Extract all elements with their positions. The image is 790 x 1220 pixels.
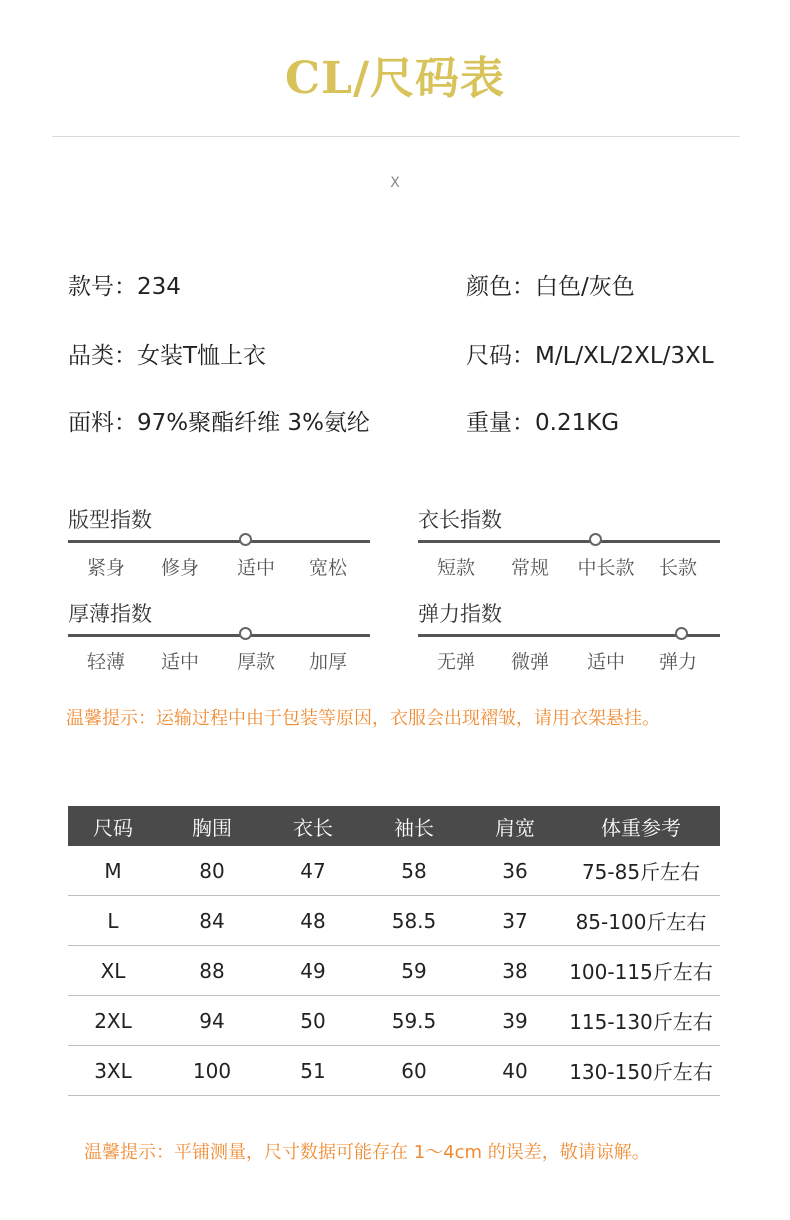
table-cell: 36 — [468, 846, 562, 896]
scale-knob — [589, 533, 602, 546]
table-cell: 47 — [266, 846, 360, 896]
table-cell: 40 — [468, 1046, 562, 1096]
scale-option: 厚款 — [237, 651, 276, 673]
table-cell: 130-150斤左右 — [562, 1046, 720, 1096]
scale-option: 轻薄 — [87, 651, 126, 673]
scale-option: 微弹 — [511, 651, 550, 673]
table-row — [68, 1046, 720, 1096]
info-label: 款号： — [68, 274, 137, 300]
table-cell: 50 — [266, 996, 360, 1046]
table-header-cell: 尺码 — [68, 806, 158, 846]
scale-title: 厚薄指数 — [68, 602, 152, 626]
scale-track — [418, 540, 720, 543]
table-cell: 3XL — [68, 1046, 158, 1096]
scale-track — [418, 634, 720, 637]
info-value: 白色/灰色 — [535, 274, 635, 300]
scale-elasticity — [418, 599, 720, 675]
info-value: M/L/XL/2XL/3XL — [535, 343, 714, 369]
title-mark: X — [390, 175, 400, 191]
info-label: 品类： — [68, 343, 137, 369]
info-value: 女装T恤上衣 — [137, 343, 267, 369]
size-table — [68, 806, 720, 1096]
scale-options — [68, 647, 370, 675]
table-cell: 75-85斤左右 — [562, 846, 720, 896]
info-value: 0.21KG — [535, 410, 620, 436]
scale-thickness — [68, 599, 370, 675]
info-value: 97%聚酯纤维 3%氨纶 — [137, 410, 370, 436]
scale-knob — [239, 627, 252, 640]
table-cell: 80 — [158, 846, 266, 896]
table-cell: 48 — [266, 896, 360, 946]
page-title: CL/尺码表 — [284, 53, 506, 104]
scale-option: 常规 — [511, 557, 550, 579]
table-cell: L — [68, 896, 158, 946]
table-header-cell: 肩宽 — [468, 806, 562, 846]
info-label: 颜色： — [466, 274, 535, 300]
info-size — [466, 337, 714, 370]
scale-option: 紧身 — [87, 557, 126, 579]
table-cell: 2XL — [68, 996, 158, 1046]
table-cell: 88 — [158, 946, 266, 996]
table-row — [68, 846, 720, 896]
scale-title: 弹力指数 — [418, 602, 502, 626]
scale-option: 弹力 — [659, 651, 698, 673]
scale-knob — [239, 533, 252, 546]
tip-shipping: 温馨提示：运输过程中由于包装等原因，衣服会出现褶皱，请用衣架悬挂。 — [66, 708, 660, 729]
scale-track — [68, 634, 370, 637]
scale-options — [418, 647, 720, 675]
table-row — [68, 896, 720, 946]
info-value: 234 — [137, 274, 181, 300]
info-label: 重量： — [466, 410, 535, 436]
scale-track — [68, 540, 370, 543]
scale-fit — [68, 505, 370, 581]
scale-option: 适中 — [161, 651, 200, 673]
scale-title: 版型指数 — [68, 508, 152, 532]
tip-measurement: 温馨提示：平铺测量，尺寸数据可能存在 1～4cm 的误差，敬请谅解。 — [84, 1142, 650, 1163]
scale-option: 长款 — [659, 557, 698, 579]
table-header-cell: 袖长 — [360, 806, 468, 846]
table-cell: 94 — [158, 996, 266, 1046]
table-cell: 85-100斤左右 — [562, 896, 720, 946]
scale-knob — [675, 627, 688, 640]
scale-option: 适中 — [237, 557, 276, 579]
table-cell: 59.5 — [360, 996, 468, 1046]
scale-option: 短款 — [437, 557, 476, 579]
table-cell: 38 — [468, 946, 562, 996]
table-cell: 51 — [266, 1046, 360, 1096]
table-row — [68, 996, 720, 1046]
table-cell: 49 — [266, 946, 360, 996]
table-cell: 115-130斤左右 — [562, 996, 720, 1046]
table-header-cell: 体重参考 — [562, 806, 720, 846]
table-header-row — [68, 806, 720, 846]
info-label: 尺码： — [466, 343, 535, 369]
scale-option: 适中 — [587, 651, 626, 673]
table-cell: 59 — [360, 946, 468, 996]
table-cell: 100-115斤左右 — [562, 946, 720, 996]
scale-option: 无弹 — [437, 651, 476, 673]
table-cell: 60 — [360, 1046, 468, 1096]
scale-title: 衣长指数 — [418, 508, 502, 532]
info-category — [68, 337, 266, 370]
scale-option: 修身 — [161, 557, 200, 579]
table-cell: 84 — [158, 896, 266, 946]
table-cell: XL — [68, 946, 158, 996]
info-label: 面料： — [68, 410, 137, 436]
table-cell: 39 — [468, 996, 562, 1046]
table-cell: 58.5 — [360, 896, 468, 946]
table-cell: 58 — [360, 846, 468, 896]
info-fabric — [68, 404, 370, 437]
info-weight — [466, 404, 619, 437]
table-cell: M — [68, 846, 158, 896]
table-header-cell: 胸围 — [158, 806, 266, 846]
table-cell: 37 — [468, 896, 562, 946]
scale-option: 中长款 — [577, 557, 635, 579]
scale-option: 加厚 — [309, 651, 348, 673]
info-style-no — [68, 268, 181, 301]
info-color — [466, 268, 635, 301]
scale-option: 宽松 — [309, 557, 348, 579]
title-divider — [52, 136, 740, 137]
scale-options — [418, 553, 720, 581]
table-header-cell: 衣长 — [266, 806, 360, 846]
table-row — [68, 946, 720, 996]
table-cell: 100 — [158, 1046, 266, 1096]
scale-options — [68, 553, 370, 581]
scale-length — [418, 505, 720, 581]
